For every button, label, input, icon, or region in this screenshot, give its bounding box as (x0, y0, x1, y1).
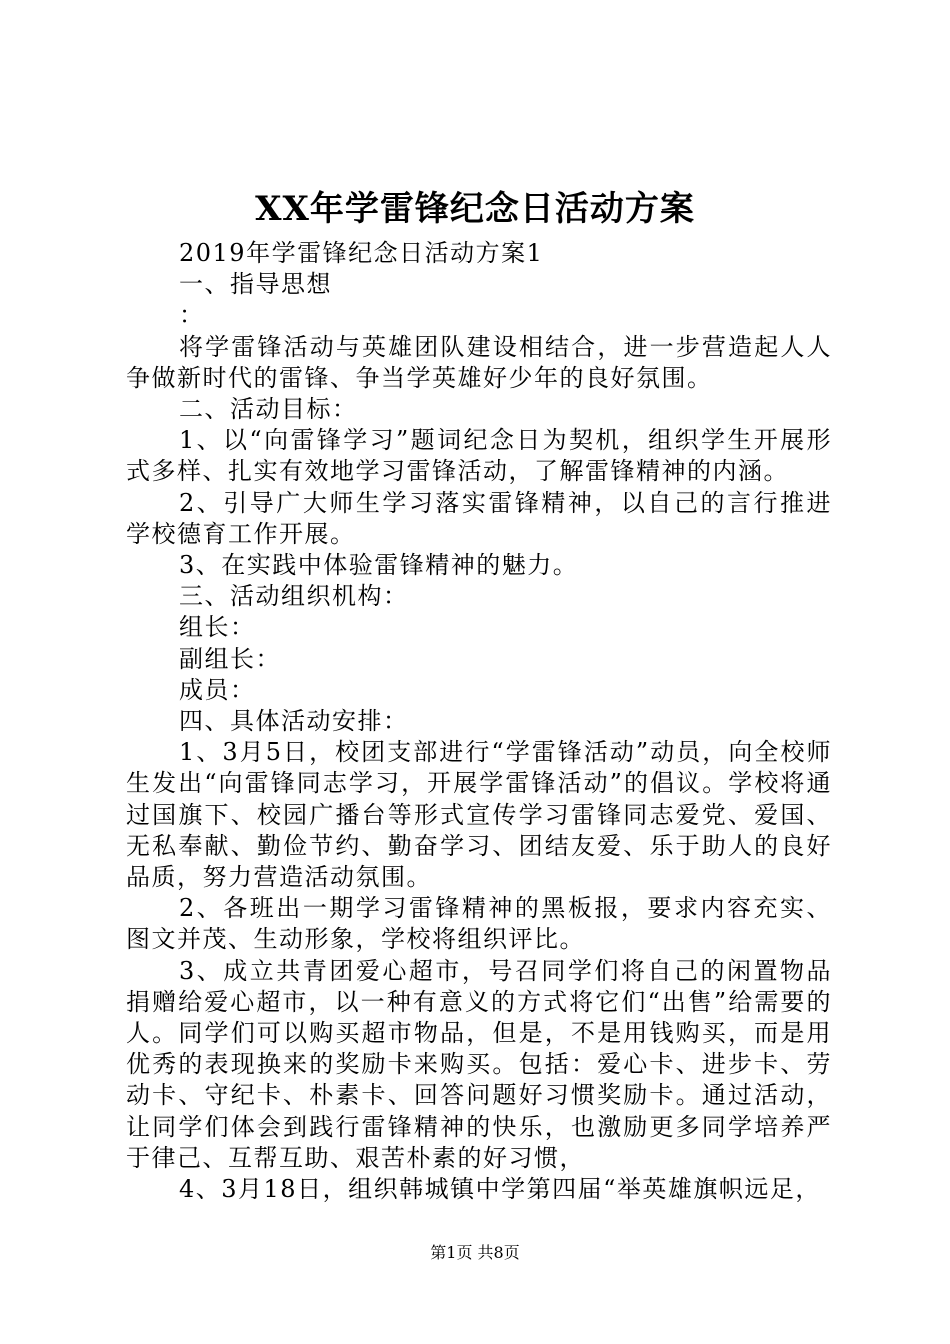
paragraph: 2、引导广大师生学习落实雷锋精神，以自己的言行推进学校德育工作开展。 (126, 488, 832, 548)
paragraph: 4、3月18日，组织韩城镇中学第四届“举英雄旗帜远足， (179, 1175, 821, 1204)
paragraph: 1、以“向雷锋学习”题词纪念日为契机，组织学生开展形式多样、扎实有效地学习雷锋活动，了解雷锋精神的内涵。 (126, 426, 832, 486)
document-title: XX年学雷锋纪念日活动方案 (255, 189, 695, 229)
paragraph: 3、在实践中体验雷锋精神的魅力。 (179, 551, 579, 580)
section-heading: 三、活动组织机构： (179, 582, 409, 611)
page-footer: 第1页 共8页 (430, 1243, 520, 1262)
paragraph: 成员： (179, 675, 256, 704)
paragraph: 1、3月5日，校团支部进行“学雷锋活动”动员，向全校师生发出“向雷锋同志学习，开展学雷锋活动”的倡议。学校将通过国旗下、校园广播台等形式宣传学习雷锋同志爱党、爱国、无私奉献、勤俭节约、勤奋学习、团结友爱、乐于助人的良好品质，努力营造活动氛围。 (126, 738, 832, 892)
paragraph: 副组长： (179, 644, 281, 673)
section-heading: 四、具体活动安排： (179, 707, 409, 736)
paragraph: 组长： (179, 613, 256, 642)
paragraph: 2019年学雷锋纪念日活动方案1 (179, 239, 544, 267)
paragraph: ： (179, 301, 205, 330)
document-body (126, 238, 832, 1205)
paragraph: 2、各班出一期学习雷锋精神的黑板报，要求内容充实、图文并茂、生动形象，学校将组织评比。 (126, 894, 832, 954)
paragraph: 将学雷锋活动与英雄团队建设相结合，进一步营造起人人争做新时代的雷锋、争当学英雄好少年的良好氛围。 (126, 332, 832, 392)
section-heading: 一、指导思想 (179, 270, 332, 299)
section-heading: 二、活动目标： (179, 395, 358, 424)
paragraph: 3、成立共青团爱心超市，号召同学们将自己的闲置物品捐赠给爱心超市，以一种有意义的方式将它们“出售”给需要的人。同学们可以购买超市物品，但是，不是用钱购买，而是用优秀的表现换来的奖励卡来购买。包括：爱心卡、进步卡、劳动卡、守纪卡、朴素卡、回答问题好习惯奖励卡。通过活动，让同学们体会到践行雷锋精神的快乐，也激励更多同学培养严于律己、互帮互助、艰苦朴素的好习惯， (126, 956, 832, 1172)
